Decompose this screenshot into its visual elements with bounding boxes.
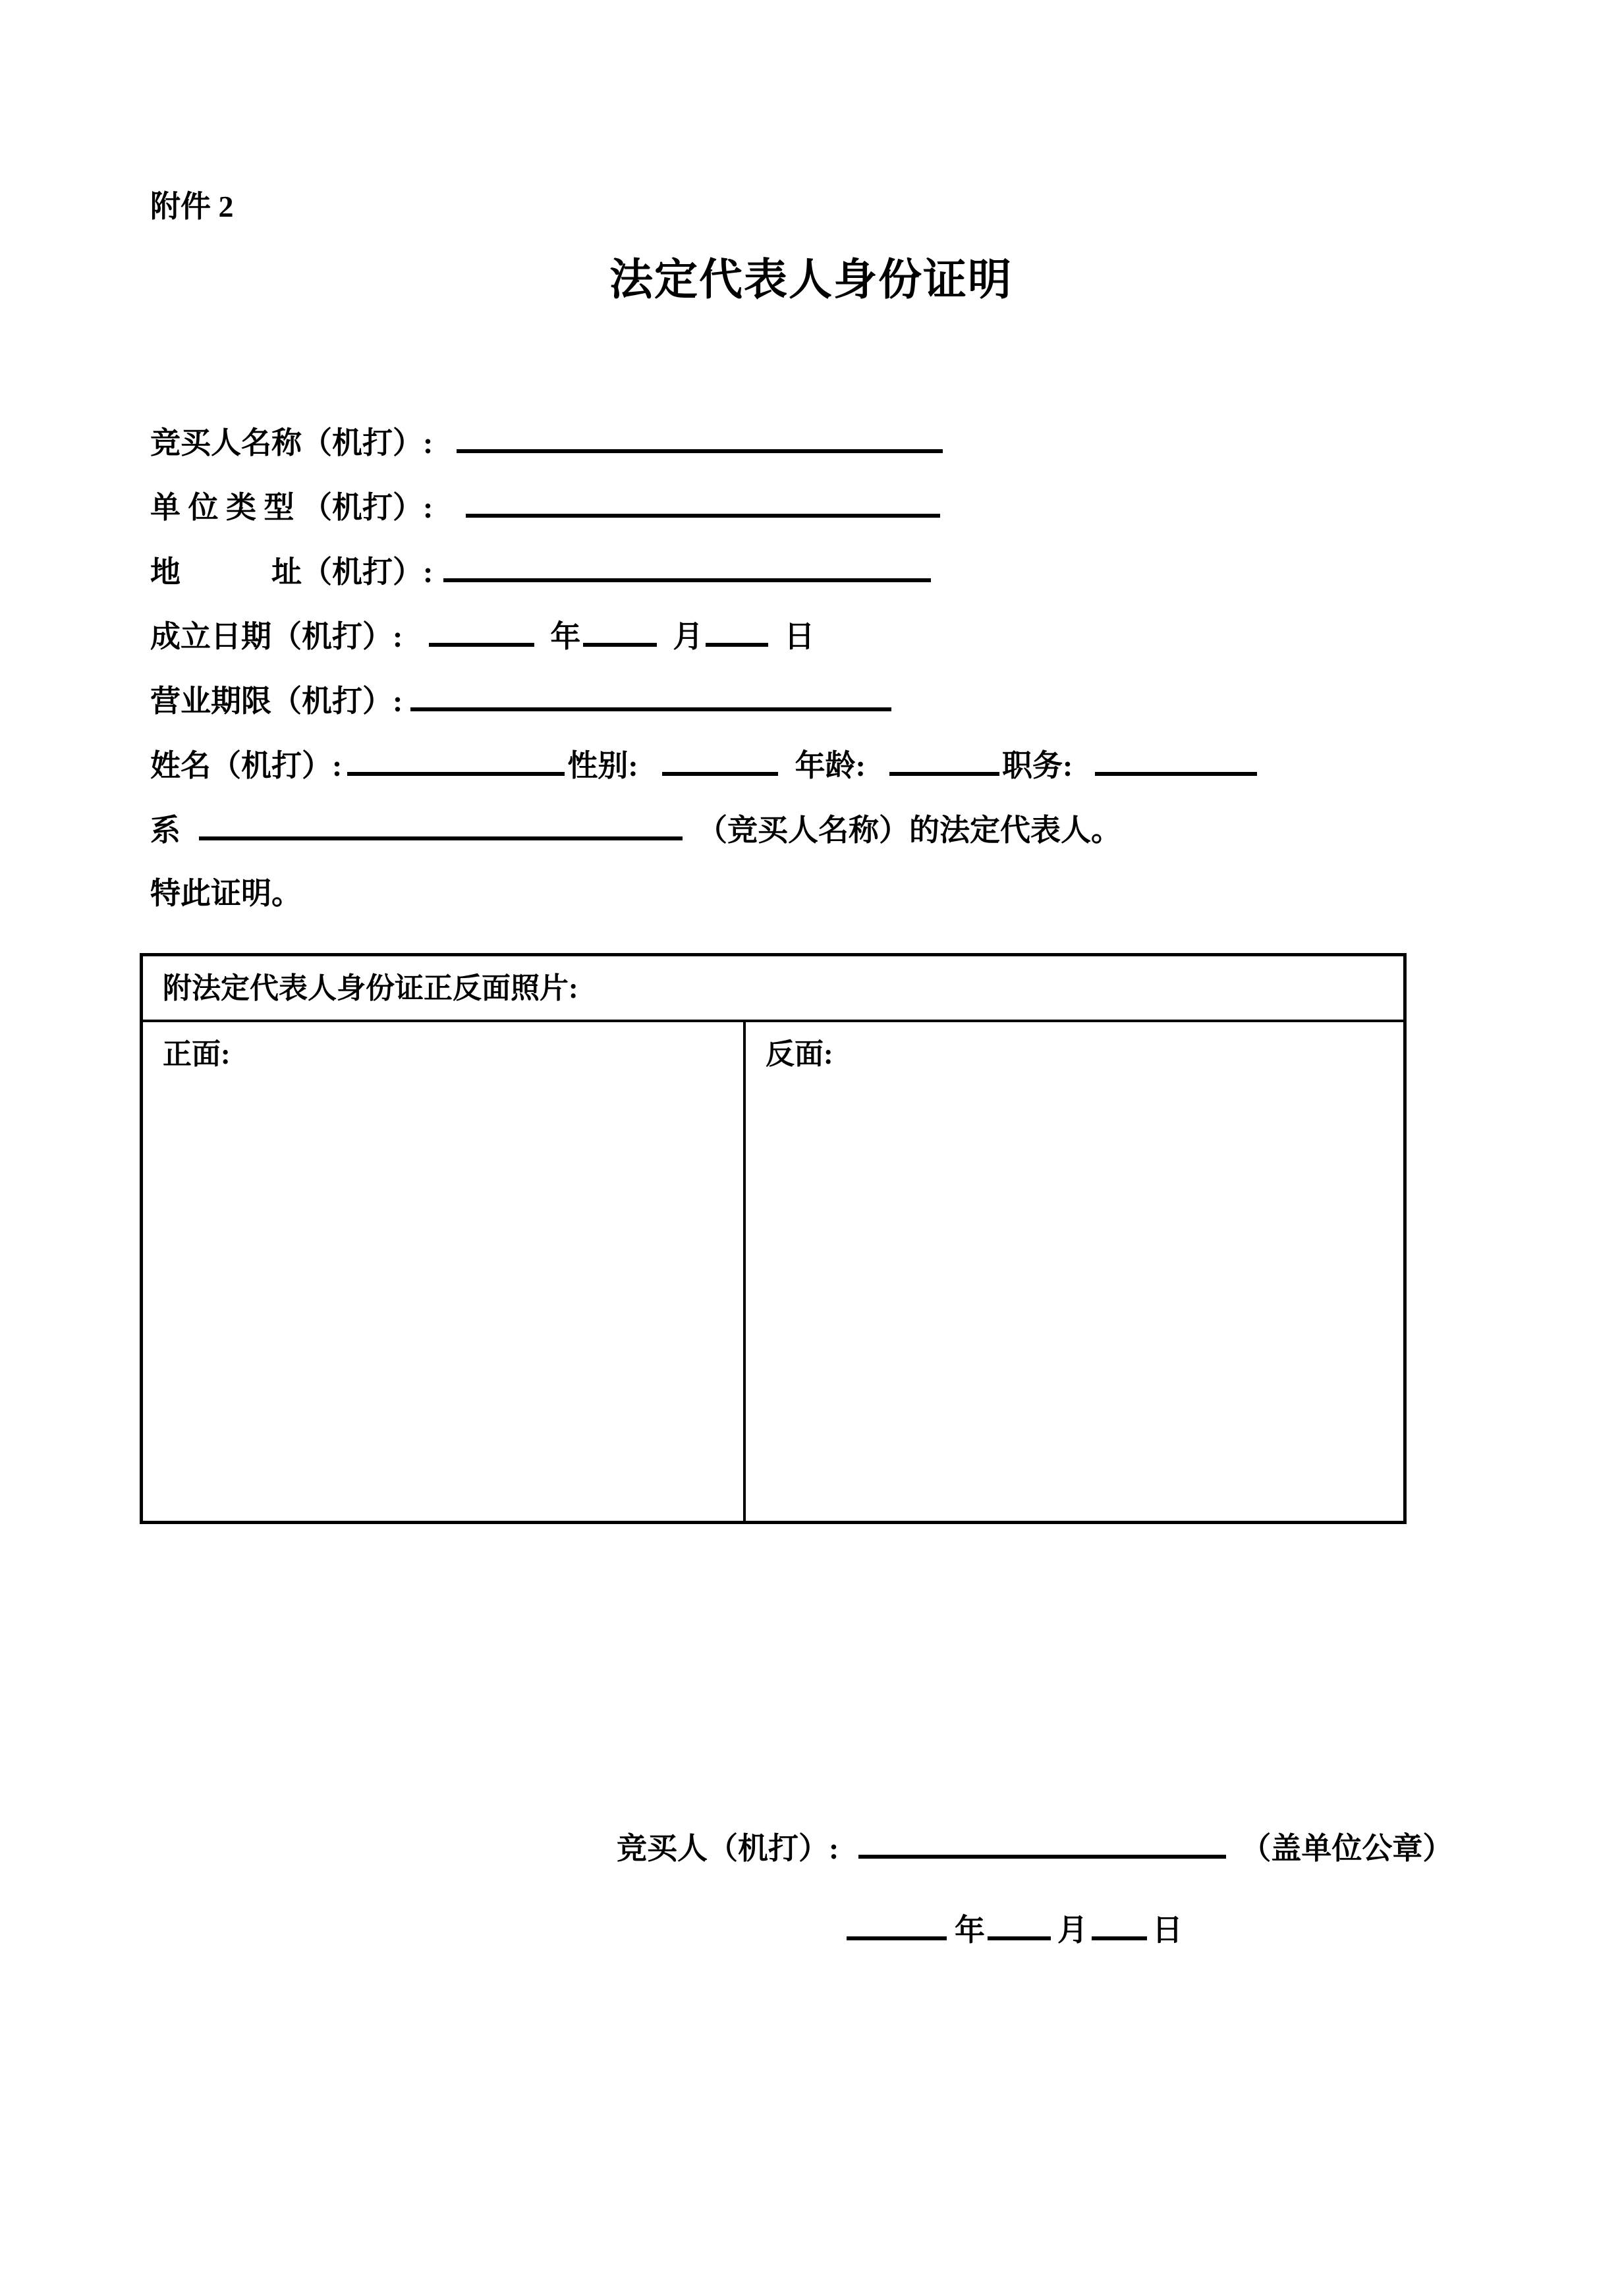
person-name-label: 姓名（机打）: bbox=[150, 749, 343, 782]
date-day-label: 日 bbox=[1152, 1913, 1183, 1947]
page-title: 法定代表人身份证明 bbox=[609, 256, 1013, 304]
establish-month-label: 月 bbox=[673, 620, 704, 653]
back-label: 反面: bbox=[766, 1038, 833, 1070]
date-month-blank bbox=[988, 1907, 1051, 1940]
photo-cell-back bbox=[746, 1022, 1403, 1521]
business-term-label: 营业期限（机打）: bbox=[150, 684, 403, 718]
address-blank bbox=[443, 549, 931, 582]
establish-year-blank bbox=[429, 614, 534, 647]
gender-label: 性别: bbox=[567, 749, 638, 782]
signature-bidder-blank bbox=[858, 1826, 1226, 1859]
row-certify bbox=[150, 876, 302, 912]
photo-box bbox=[140, 953, 1407, 1524]
signature-row bbox=[617, 1826, 1453, 1867]
gender-blank bbox=[662, 743, 778, 776]
bidder-name-blank bbox=[457, 420, 943, 453]
business-term-blank bbox=[410, 678, 891, 711]
date-day-blank bbox=[1092, 1907, 1147, 1940]
statement-suffix: （竞买人名称）的法定代表人。 bbox=[697, 813, 1121, 847]
row-unit-type bbox=[150, 485, 940, 526]
photo-cell-front bbox=[143, 1022, 746, 1521]
signature-date-row bbox=[847, 1907, 1183, 1948]
date-month-label: 月 bbox=[1057, 1913, 1088, 1947]
photo-box-header: 附法定代表人身份证正反面照片: bbox=[143, 956, 1403, 1022]
row-bidder-name bbox=[150, 420, 943, 461]
person-name-blank bbox=[347, 743, 565, 776]
row-address bbox=[150, 549, 931, 590]
establish-day-label: 日 bbox=[784, 620, 815, 653]
establish-year-label: 年 bbox=[550, 620, 581, 653]
unit-type-blank bbox=[466, 485, 940, 518]
age-blank bbox=[889, 743, 999, 776]
statement-prefix: 系 bbox=[150, 813, 181, 847]
row-statement bbox=[150, 807, 1121, 848]
attachment-label: 附件 2 bbox=[150, 190, 234, 223]
unit-type-label: 单 位 类 型 （机打）: bbox=[150, 491, 433, 524]
photo-box-body bbox=[143, 1022, 1403, 1521]
bidder-name-label: 竞买人名称（机打）: bbox=[150, 426, 433, 460]
row-business-term bbox=[150, 678, 891, 719]
position-blank bbox=[1095, 743, 1257, 776]
address-label: 地 址（机打）: bbox=[150, 555, 433, 589]
row-establish-date bbox=[150, 614, 814, 655]
date-year-blank bbox=[847, 1907, 947, 1940]
certify-text: 特此证明。 bbox=[150, 877, 302, 910]
establish-month-blank bbox=[583, 614, 657, 647]
position-label: 职务: bbox=[1001, 749, 1073, 782]
age-label: 年龄: bbox=[795, 749, 866, 782]
signature-bidder-label: 竞买人（机打）: bbox=[617, 1832, 839, 1865]
date-year-label: 年 bbox=[955, 1913, 985, 1947]
establish-day-blank bbox=[706, 614, 768, 647]
statement-blank bbox=[199, 807, 683, 840]
row-person-info bbox=[150, 743, 1257, 784]
establish-date-label: 成立日期（机打）: bbox=[150, 620, 403, 653]
front-label: 正面: bbox=[163, 1038, 231, 1070]
seal-note: （盖单位公章） bbox=[1241, 1832, 1453, 1865]
